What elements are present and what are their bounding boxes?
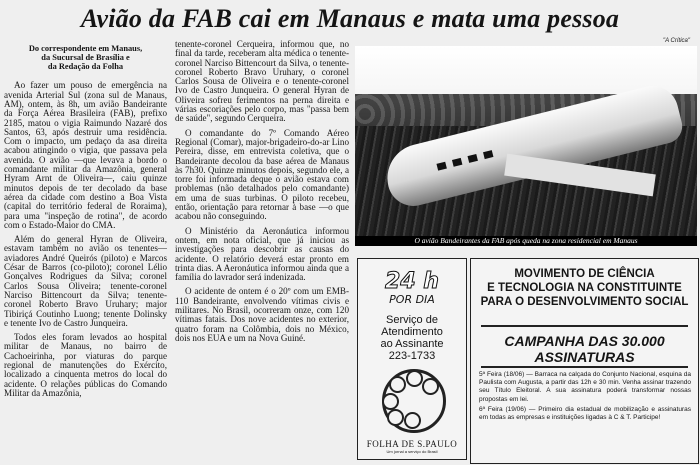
ad-service-text: Serviço de Atendimento ao Assinante 223-1733 [358,314,466,362]
headline: Avião da FAB cai em Manaus e mata uma pessoa [80,4,620,33]
article-column-2 [175,40,349,463]
ad-phone-number: 223-1733 [388,350,436,362]
byline-line: da Redação da Folha [47,61,124,71]
article-column-1 [4,45,167,463]
byline [4,45,167,71]
article-paragraph: O acidente de ontem é o 20º com um EMB-110 Bandeirante, envolvendo vítimas civis e militares. No Brasil, ocorreram onze, com 120 vítimas fatais. Dos nove acidentes no exterior, quatro foram na Colômbia, dois no México, dois nos EUA e um na Nova Guiné. [175,286,349,343]
schedule-item: 6ª Feira (19/06) — Primeiro dia estadual de mobilização e assinaturas em todas as empresas e instituições ligadas à C & T. Participe! [479,405,691,422]
divider [481,325,688,327]
crash-photo [355,46,697,236]
campaign-movement-title: MOVIMENTO DE CIÊNCIA E TECNOLOGIA NA CONSTITUINTE PARA O DESENVOLVIMENTO SOCIAL [480,268,689,308]
article-paragraph: Todos eles foram levados ao hospital militar de Manaus, no bairro de Cachoeirinha, por viaturas do parque regional de manutenções do Exército, localizado a cinquenta metros do local do acidente. O relações públicas do Comando Militar da Amazônia, [4,332,167,398]
byline-line: da Sucursal de Brasília e [41,52,130,62]
divider [481,366,688,368]
photo-caption: O avião Bandeirantes da FAB após queda na zona residencial em Manaus [355,236,697,246]
newspaper-logo: FOLHA DE S.PAULO [366,439,458,449]
article-paragraph: O Ministério da Aeronáutica informou ontem, em nota oficial, que já iniciou as investigações para descobrir as causas do acidente. O relatório deverá estar pronto em trinta dias. A Aeronáutica informou ainda que a família do lavrador será indenizada. [175,225,349,283]
schedule-item: 5ª Feira (18/06) — Barraca na calçada do Conjunto Nacional, esquina da Paulista com Augusta, a partir das 12h e 30 min. Venha assinar trazendo seu Título Eleitoral. A sua assinatura poderá transformar nossas propostas em lei. [479,371,691,403]
article-paragraph: O comandante do 7º Comando Aéreo Regional (Comar), major-brigadeiro-do-ar Lino Pereira, disse, em entrevista coletiva, que o Bandeirante decolou da base aérea de Manaus às 7h30. Quinze minutos depois, segundo ele, a torre foi informada deque o avião estava com problemas (não detalhados pelo comandante) em uma de suas turbinas. O piloto recebeu, então, orientação para retornar à base —o que acabou não conseguindo. [175,127,349,222]
article-paragraph: Ao fazer um pouso de emergência na avenida Arterial Sul (zona sul de Manaus, AM), ontem, às 8h, um avião Bandeirante da Força Aérea Brasileira (FAB), prefixo 2185, matou o vigia Raimundo Nazaré dos Santos, 63, após destruir uma residência. Com o impacto, um pedaço da asa direita acabou atingindo o vigia, que passava pela avenida. O avião —que levava a bordo o comandante militar da Amazônia, general Hyram Arnt de Oliveira—, caiu quinze minutos depois de ter decolado da base aérea da cidade com destino a Boa Vista (capital do território federal de Roraima), para uma "inspeção de rotina", de acordo com o Estado-Maior do CMA. [4,80,167,230]
telephone-dial-icon [382,369,446,433]
ad-24h-text: 24 h [385,269,439,294]
campaign-schedule [479,371,691,424]
article-paragraph: Além do general Hyran de Oliveira, estavam também no avião os tenentes—aviadores André Queirós (piloto) e Marcos César de Barros (co-piloto); coronel Lélio Gonçalves Rodrigues da Silva; coronel Carlos Sousa Oliveira; tenente-coronel Narciso Bittencourt da Silva; tenente-coronel Roberto Bravo Uruhary; major Tibiriçá Coutinho Luong; tenente Dolinsky e tenente Ivo de Castro Junqueira. [4,234,167,328]
article-paragraph: tenente-coronel Cerqueira, informou que, no final da tarde, receberam alta médica o tenente-coronel Narciso Bittencourt da Silva, o tenente-coronel Roberto Bravo Uruhary, o coronel Carlos Sousa de Oliveira e o tenente-coronel Ivo de Castro Junqueira. O general Hyran de Oliveira sofreu ferimentos na perna direita e várias escoriações pelo corpo, mas "passa bem de saúde", segundo Cerqueira. [175,40,349,124]
ad-per-day-text: POR DIA [389,293,435,306]
campaign-headline: CAMPANHA DAS 30.000 ASSINATURAS [504,333,665,365]
logo-tagline: Um jornal a serviço do Brasil [386,449,438,454]
subscriber-service-ad [357,258,467,460]
byline-line: Do correspondente em Manaus, [28,45,143,53]
edition-mark: "A Crítica" [662,38,690,44]
constituent-campaign-ad [470,258,699,464]
